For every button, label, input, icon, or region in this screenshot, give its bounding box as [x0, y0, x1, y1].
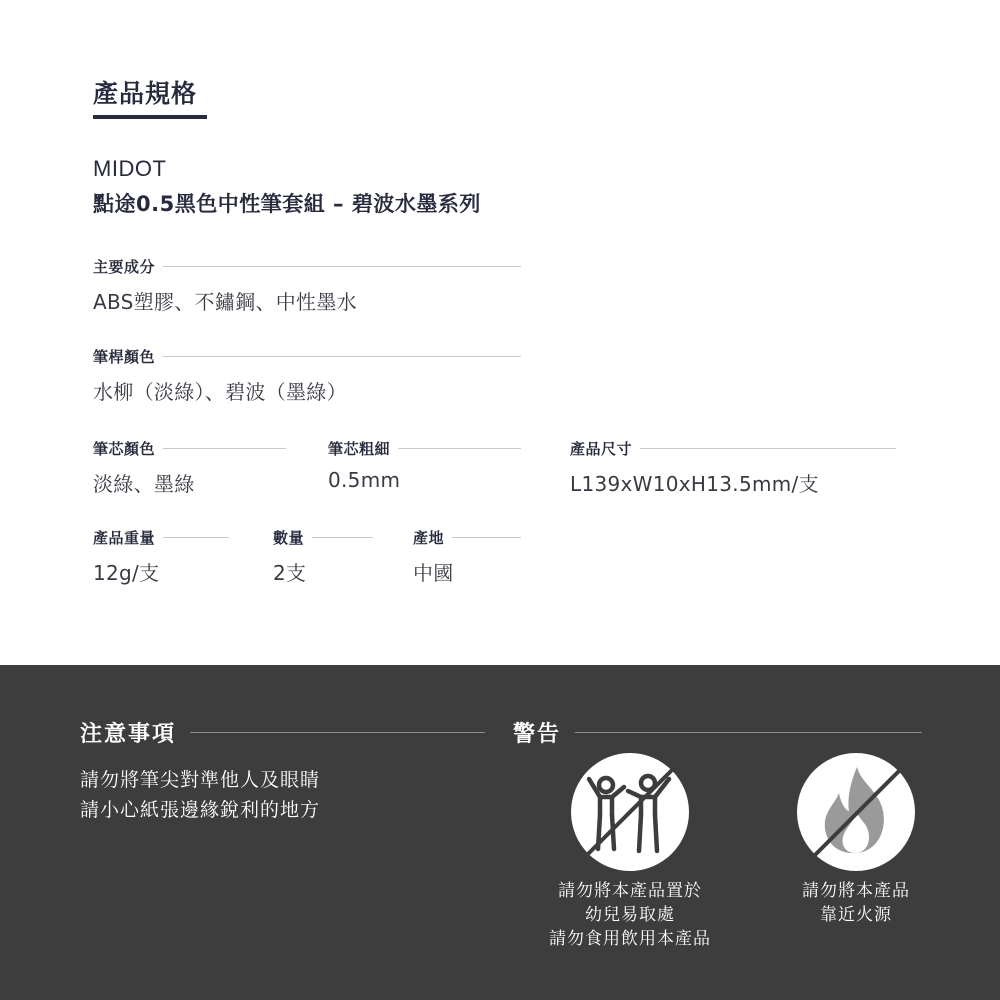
warning-children-line-2: 幼兒易取處 — [585, 905, 675, 925]
warning-item-children — [530, 879, 730, 951]
caution-line-2: 請小心紙張邊緣銳利的地方 — [80, 799, 321, 821]
caution-line-1: 請勿將筆尖對準他人及眼睛 — [80, 769, 321, 791]
spec-weight-label: 產品重量 — [93, 528, 156, 547]
divider — [640, 448, 896, 449]
spec-origin-label: 產地 — [413, 528, 445, 547]
divider — [190, 732, 485, 733]
product-name: 點途0.5黑色中性筆套組 – 碧波水墨系列 — [93, 192, 481, 216]
warning-item-fire — [776, 879, 936, 927]
spec-size-value: L139xW10xH13.5mm/支 — [570, 472, 819, 496]
warning-header — [513, 717, 922, 747]
warning-children-line-1: 請勿將本產品置於 — [558, 881, 702, 901]
spec-material-value: ABS塑膠、不鏽鋼、中性墨水 — [93, 290, 357, 314]
spec-material-label: 主要成分 — [93, 257, 156, 276]
spec-barrel-color-label: 筆桿顏色 — [93, 347, 156, 366]
spec-quantity-value: 2支 — [273, 561, 307, 585]
divider — [398, 448, 521, 449]
no-children-icon — [571, 753, 689, 871]
divider — [312, 537, 373, 538]
spec-refill-width-value: 0.5mm — [328, 468, 401, 492]
warning-title: 警告 — [513, 721, 562, 747]
spec-barrel-color-value: 水柳（淡綠）、碧波（墨綠） — [93, 380, 347, 404]
warning-fire-line-1: 請勿將本產品 — [802, 881, 910, 901]
divider — [163, 537, 229, 538]
divider — [163, 448, 286, 449]
divider — [163, 356, 521, 357]
divider — [452, 537, 521, 538]
title-underline — [93, 115, 207, 119]
spec-quantity-label: 數量 — [273, 528, 305, 547]
notice-section — [0, 665, 1000, 1000]
spec-refill-width-label: 筆芯粗細 — [328, 439, 391, 458]
page-title: 產品規格 — [93, 79, 198, 108]
spec-size-label: 產品尺寸 — [570, 439, 633, 458]
divider — [163, 266, 521, 267]
no-fire-icon — [797, 753, 915, 871]
spec-weight-value: 12g/支 — [93, 561, 160, 585]
spec-refill-color-label: 筆芯顏色 — [93, 439, 156, 458]
warning-fire-line-2: 靠近火源 — [820, 905, 892, 925]
warning-children-line-3: 請勿食用飲用本產品 — [549, 929, 711, 949]
brand-name: MIDOT — [93, 156, 167, 181]
divider — [575, 732, 922, 733]
spec-refill-color-value: 淡綠、墨綠 — [93, 472, 195, 496]
caution-header — [80, 717, 485, 747]
caution-title: 注意事項 — [80, 721, 177, 747]
spec-origin-value: 中國 — [413, 561, 454, 585]
